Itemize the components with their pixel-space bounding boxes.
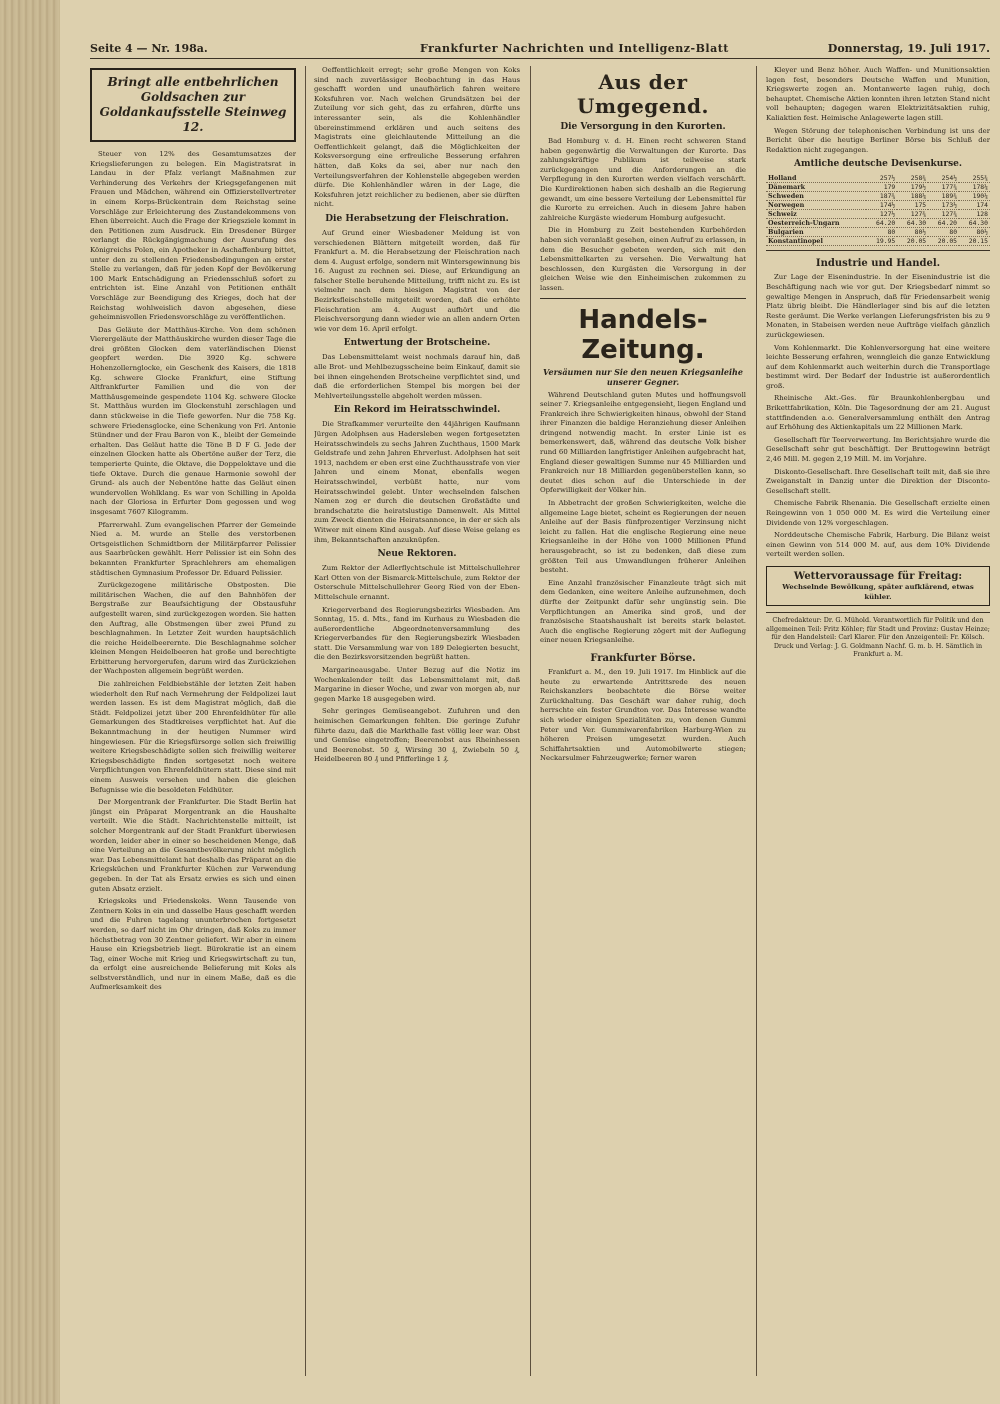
fx-rate: 257½ [866,174,897,183]
fx-country: Schweden [766,192,866,201]
masthead: Frankfurter Nachrichten und Intelligenz-Blatt [420,42,729,55]
fx-row [766,219,990,228]
fx-country: Konstantinopel [766,237,866,246]
imprint: Chefredakteur: Dr. G. Mühold. Verantwortlich für Politik und den allgemeinen Teil: Fritz Köhler; für Stadt und Provinz: Gustav Heinze; für den Handelsteil: Carl Klarer. Für den Anzeigenteil: Fr. Kölsch. Druck und Verlag: J. G. Goldmann Nachf. G. m. b. H. Sämtlich in Frankfurt a. M. [766,612,990,659]
article-heading: Ein Rekord im Heiratsschwindel. [333,405,501,416]
column-1 [90,66,296,1376]
fx-rate: 64.20 [866,219,897,228]
article-text: Wegen Störung der telephonischen Verbindung ist uns der Bericht über die heutige Berliner Börse bis Schluß der Redaktion nicht zugegangen. [766,126,990,154]
article-text: Zur Lage der Eisenindustrie. In der Eisenindustrie ist die Beschäftigung nach wie vor gut. Der Kriegsbedarf nimmt so gewaltige Mengen in Anspruch, daß für Friedensarbeit wenig Platz übrig bleibt. Die Händlerlager sind bis auf die letzten Reste geräumt. Die Werke verlangen Lieferungsfristen bis zu 9 Monaten, in Stabeisen werden neue Aufträge vielfach gänzlich zurückgewiesen. [766,273,990,339]
fx-rate: 173½ [928,201,959,210]
fx-row [766,174,990,183]
fx-row [766,183,990,192]
fx-rate: 64.30 [897,219,928,228]
article-text: Margarineausgabe. Unter Bezug auf die Notiz im Wochenkalender teilt das Lebensmittelamt mit, daß Margarine in dieser Woche, und zwar von morgen ab, nur gegen Marke 18 ausgegeben wird. [314,666,520,703]
fx-rate: 127¾ [928,210,959,219]
section-title-umgegend: Aus der Umgegend. [576,70,709,118]
column-rule [756,66,757,1376]
issue-date: Donnerstag, 19. Juli 1917. [827,42,990,55]
section-divider [766,250,990,251]
fx-row [766,201,990,210]
fx-row [766,237,990,246]
fx-country: Schweiz [766,210,866,219]
fx-rate: 19.95 [866,237,897,246]
fx-table-title: Amtliche deutsche Devisenkurse. [793,159,963,170]
article-text: Eine Anzahl französischer Finanzleute trägt sich mit dem Gedanken, eine weitere Anleihe aufzunehmen, doch dürfte der Zeitpunkt dafür sehr ungünstig sein. Die Verpflichtungen an Amerika sind groß, und der französische Staatshaushalt ist bereits stark belastet. Auch die englische Regierung zögert mit der Auflegung einer neuen Kriegsanleihe. [540,578,746,645]
article-text: Die zahlreichen Feldbiebstähle der letzten Zeit haben wiederholt den Ruf nach Vermehrung der Feldpolizei laut werden lassen. Es ist dem Magistrat möglich, daß die Städt. Feldpolizei jetzt über 200 Ehrenfeldhüter für alle Gemarkungen des Stadtkreises verpflichtet hat. Auf die Bekanntmachung in der heutigen Nummer wird hingewiesen. Für die Kriegsfürsorge sollen sich freiwillig weitere Kriegsbeschädigte sollen sich freiwillig weiterer Kriegsbeschädigte finden sortgesetzt noch weitere Verpflichtungen von Ehrenfeldhütern statt. Diese sind mit einem Ausweis versehen und haben die gleichen Befugnisse wie die besoldeten Feldhüter. [90,680,296,794]
article-text: Der Morgentrank der Frankfurter. Die Stadt Berlin hat jüngst ein Präparat Morgentrank an die Haushalte verteilt. Wie die Städt. Nachrichtenstelle mitteilt, ist solcher Morgentrank auf der Stadt Frankfurt überwiesen worden, leider aber in einer so bescheidenen Menge, daß eine Verteilung an die Gesamtbevölkerung nicht möglich war. Das Lebensmittelamt hat deshalb das Präparat an die Kriegsküchen und Frankfurter Küchen zur Verwendung gegeben. In der Tat als Ersatz erwies es sich und einen guten Absatz erzielt. [90,798,296,893]
article-text: Die in Homburg zu Zeit bestehenden Kurbehörden haben sich veranlaßt gesehen, einen Aufruf zu erlassen, in dem die Besucher gebeten werden, sich mit den Lebensmittelkarten zu versehen. Die Verwaltung hat beschlossen, den Kurgästen die Versorgung in der gleichen Weise wie den Einheimischen zukommen zu lassen. [540,226,746,292]
article-text: Das Geläute der Matthäus-Kirche. Von dem schönen Vierergeläute der Matthäuskirche wurden dieser Tage die drei größten Glocken dem vaterländischen Dienst geopfert werden. Die 3920 Kg. schwere Hohenzollernglocke, ein Geschenk des Kaisers, die 1818 Kg. schwere Glocke Frankfurt, eine Stiftung Altfrankfurter Familien und die von der Matthäusgemeinde gespendete 1104 Kg. schwere Glocke St. Matthäus wurden im Glockenstuhl zerschlagen und dann stückweise in die Tiefe geworfen. Nur die 758 Kg. schwere Friedensglocke, eine Schenkung von Frl. Antonie Stündner und der Frau Baron von K., bleibt der Gemeinde erhalten. Das Geläut hatte die Töne B D F G. Jede der einzelnen Glocken hatte als Obertöne außer der Terz, die temperierte Quinte, die Oktave, die Doppeloktave und die tiefe Oktave. Durch die genaue Harmonie sowohl der Grund- als auch der Nebentöne hatte das Geläut einen wundervollen Wohlklang. Es war von Schilling in Apolda nach der Gloriosa in Erfurter Dom gegossen und wog insgesamt 7607 Kilogramm. [90,325,296,516]
article-heading: Entwertung der Brotscheine. [343,338,491,349]
weather-text: Wechselnde Bewölkung, später aufklärend, etwas kühler. [782,582,974,601]
section-heading-industrie: Industrie und Handel. [815,258,941,270]
fx-row [766,192,990,201]
article-text: Während Deutschland guten Mutes und hoffnungsvoll seiner 7. Kriegsanleihe entgegensieht, liegen England und Frankreich ihre Schwierigkeiten hinaus, obwohl der Stand ihrer Finanzen die baldige Heranziehung dieser Anleihen dringend notwendig macht. In erster Linie ist es bemerkenswert, daß, während das deutsche Volk bisher rund 60 Milliarden langfristiger Anleihen aufgebracht hat, England dieser gewaltigen Summe nur 45 Milliarden und Frankreich nur 18 Milliarden gegenüberstellen kann, so deutet dies schon auf die Unterschiede in der Opferwilligkeit der Völker hin. [540,390,746,495]
fx-rate: 80½ [959,228,990,237]
article-text: Norddeutsche Chemische Fabrik, Harburg. Die Bilanz weist einen Gewinn von 514 000 M. auf, aus dem 10% Dividende verteilt werden sollen. [766,531,990,559]
article-text: Rheinische Akt.-Ges. für Braunkohlenbergbau und Brikettfabrikation, Köln. Die Tagesordnung der am 21. August stattfindenden a.o. Generalversammlung enthält den Antrag auf Erhöhung des Aktienkapitals um 22 Millionen Mark. [766,394,990,432]
fx-rate: 175 [897,201,928,210]
column-3 [540,66,746,1376]
book-binding [0,0,61,1404]
article-text: Bad Homburg v. d. H. Einen recht schweren Stand haben gegenwärtig die Verwaltungen der Kurorte. Das zahlungskräftige Publikum ist teilweise stark zurückgegangen und die Anforderungen an die Verpflegung in den Kurorten werden vielfach verschärft. Die Kurdirektionen haben sich deshalb an die Regierung gewandt, um eine bessere Verteilung der Lebensmittel für die Kurorte zu erreichen. Auch in diesem Jahre haben zahlreiche Kurgäste wiederum Homburg aufgesucht. [540,137,746,222]
fx-rate: 255¾ [959,174,990,183]
section-subtitle: Versäumen nur Sie den neuen Kriegsanleihe unserer Gegner. [543,366,743,387]
fx-country: Dänemark [766,183,866,192]
article-heading: Die Versorgung in den Kurorten. [560,122,726,132]
article-text: Auf Grund einer Wiesbadener Meldung ist von verschiedenen Blättern mitgeteilt worden, daß für Frankfurt a. M. die Herabsetzung der Fleischration nach dem 4. August erfolge, sondern mit Wintersgewinnung bis 16. August zu rechnen sei. Diese, auf Erkundigung an falscher Stelle beruhende Mitteilung, trifft nicht zu. Es ist vielmehr nach dem hiesigen Magistrat von der Bezirksfleischstelle mitgeteilt worden, daß die erhöhte Fleischration am 4. August aufhört und die Fleischversorgung dann wieder wie an allen andern Orten wie vor dem 16. April erfolgt. [314,228,520,333]
column-2 [314,66,520,1376]
fx-rate: 128 [959,210,990,219]
article-text: Kleyer und Benz höher. Auch Waffen- und Munitionsaktien lagen fest, besonders Deutsche Waffen und Munition, Kriegswerte zogen an. Montanwerte lagen ruhig, doch behauptet. Chemische Aktien konnten ihren letzten Stand nicht voll behaupten; dagegen waren Elektrizitätsaktien ruhig, Kaliaktien fest. Heimische Anlagewerte lagen still. [766,66,990,122]
fx-rate: 20.15 [959,237,990,246]
fx-rate: 179½ [897,183,928,192]
article-text: Die Strafkammer verurteilte den 44jährigen Kaufmann Jürgen Adolphsen aus Hadersleben wegen fortgesetzten Heiratsschwindels zu sechs Jahren Zuchthaus, 1500 Mark Geldstrafe und zehn Jahren Ehrverlust. Adolphsen hat seit 1913, nachdem er eben erst eine Zuchthausstrafe von vier Jahren und einem Monat, ebenfalls wegen Heiratsschwindel, verbüßt hatte, nur vom Heiratsschwindel gelebt. Unter wechselnden falschen Namen zog er durch die deutschen Großstädte und brandschatzte die heiratslustige Damenwelt. Als Mittel zum Zweck dienten die Heiratsannonce, in der er sich als Witwer mit einem Kind ausgab. Auf diese Weise gelang es ihm, Bekanntschaften anzuknüpfen. [314,420,520,544]
article-text: Das Lebensmittelamt weist nochmals darauf hin, daß alle Brot- und Mehlbezugsscheine beim Einkauf, damit sie bei ihnen eingehenden Brotscheine verpflichtet sind, und daß die erforderlichen Stempel bis morgen bei der Mehlverteilungsstelle abgeholt werden müssen. [314,353,520,400]
article-text: Diskonto-Gesellschaft. Ihre Gesellschaft teilt mit, daß sie ihre Zweiganstalt in Danzig unter die Direktion der Disconto-Gesellschaft stellt. [766,467,990,495]
fx-rate: 187¾ [866,192,897,201]
fx-rate: 188¼ [897,192,928,201]
section-heading-boerse: Frankfurter Börse. [590,652,696,664]
gold-ad-box: Bringt alle entbehrlichen Goldsachen zur Goldankaufsstelle Steinweg 12. [90,68,296,142]
fx-rate: 254½ [928,174,959,183]
fx-rate: 80 [928,228,959,237]
page-header [90,40,990,59]
article-text: Frankfurt a. M., den 19. Juli 1917. Im Hinblick auf die heute zu erwartende Antrittsrede des neuen Reichskanzlers beobachtete die Börse weiter Zurückhaltung. Das Geschäft war daher ruhig, doch herrschte ein fester Grundton vor. Das Interesse wandte sich wieder einigen Spezialitäten zu, von denen Gummi Peter und Ver. Gummiwarenfabriken Harburg-Wien zu höheren Preisen umgesetzt wurden. Auch Schiffahrtsaktien und Automobilwerte stiegen; Neckarsulmer Fahrzeugwerke; ferner waren [540,667,746,763]
fx-rate: 127½ [866,210,897,219]
fx-rate: 64.30 [959,219,990,228]
fx-rates-table [766,174,990,246]
fx-rate: 258¾ [897,174,928,183]
fx-rate: 178¼ [959,183,990,192]
article-text: Chemische Fabrik Rhenania. Die Gesellschaft erzielte einen Reingewinn von 1 050 000 M. Es wird die Verteilung einer Dividende von 12% vorgeschlagen. [766,499,990,527]
page-number: Seite 4 — Nr. 198a. [90,42,208,55]
article-text: Zum Rektor der Adlerflychtschule ist Mittelschullehrer Karl Otten von der Bismarck-Mittelschule, zum Rektor der Osterschule Mittelschullehrer Georg Ried von der Eben-Mittelschule ernannt. [314,564,520,601]
weather-title: Wettervoraussage für Freitag: [793,570,963,582]
fx-rate: 174 [959,201,990,210]
article-text: Oeffentlichkeit erregt; sehr große Mengen von Koks sind nach zuverlässiger Beobachtung in das Haus geschafft worden und unaufhörlich fahren weitere Koksfuhren vor. Nach welchen Grundsätzen bei der Zuteilung vor sich geht, das zu erfahren, dürfte uns interessanter sein, als die Kohlenhändler übereinstimmend erklären und auch seitens des Magistrats eine gleichlautende Mitteilung an die Oeffentlichkeit gelangt, daß die Möglichkeiten der Koksversorgung eine erfreuliche Besserung erfahren hätten, daß Koks da sei, aber nur nach den Verteilungsverfahren der Kohlenstelle abgegeben werden dürfe. Die Kohlenhändler wären in der Lage, die Koksfuhren jetzt reichlicher zu bedienen, aber sie dürften nicht. [314,66,520,209]
fx-rate: 177¾ [928,183,959,192]
article-text: Gesellschaft für Teerverwertung. Im Berichtsjahre wurde die Gesellschaft sehr gut beschäftigt. Der Bruttogewinn beträgt 2,46 Mill. M. gegen 2,19 Mill. M. im Vorjahre. [766,435,990,464]
fx-row [766,210,990,219]
fx-country: Norwegen [766,201,866,210]
column-rule [530,66,531,1376]
article-heading: Neue Rektoren. [377,549,457,560]
section-title-handelszeitung: Handels-Zeitung. [578,304,708,365]
fx-rate: 174½ [866,201,897,210]
column-rule [305,66,306,1376]
article-text: Sehr geringes Gemüseangebot. Zufuhren und den heimischen Gemarkungen fehlten. Die geringe Zufuhr führte dazu, daß die Markthalle fast völlig leer war. Obst und Gemüse eingetroffen; Beerenobst aus Rheinhessen und Beerenobst. 50 ₰, Wirsing 30 ₰, Zwiebeln 50 ₰, Heidelbeeren 80 ₰ und Pfifferlinge 1 ₰. [314,707,520,764]
fx-rate: 64.20 [928,219,959,228]
article-text: Zurückgezogene militärische Obstposten. Die militärischen Wachen, die auf den Bahnhöfen der Bergstraße zur Beaufsichtigung der Obstausfuhr aufgestellt waren, sind zurückgezogen worden. Sie hatten den Auftrag, alle Obstmengen über zwei Pfund zu beschlagnahmen. In Letzter Zeit wurden hauptsächlich die reiche Heidelbeerernte. Die Beschlagnahme solcher kleinen Mengen Heidelbeeren hat große und berechtigte Erbitterung hervorgerufen, darum wird das Zurückziehen der Wachposten allgemein begrüßt werden. [90,581,296,676]
article-text: Kriegskoks und Friedenskoks. Wenn Tausende von Zentnern Koks in ein und dasselbe Haus geschafft werden und die Fuhren tagelang ununterbrochen fortgesetzt werden, so darf nicht im Ohr dringen, daß Koks zu immer höchstbetrag von 30 Zentner geliefert. Wir aber in einem Hause ein Kriegsbetrieb liegt. Bürokratie ist an einem Tag, einer Woche mit Krieg und Kriegswirtschaft zu tun, da erfolgt eine ausreichende Belieferung mit Koks als selbstverständlich, und nur in einem Maße, daß es die Aufmerksamkeit des [90,897,296,992]
article-heading: Die Herabsetzung der Fleischration. [325,213,509,224]
fx-country: Oesterreich-Ungarn [766,219,866,228]
newspaper-sheet [60,0,1000,1404]
weather-forecast-box [766,566,990,606]
article-text: Kriegerverband des Regierungsbezirks Wiesbaden. Am Sonntag, 15. d. Mts., fand im Kurhaus zu Wiesbaden die außerordentliche Abgeordnetenversammlung des Kriegerverbandes für den Regierungsbezirk Wiesbaden statt. Die Versammlung war von 189 Delegierten besucht, die den Bezirksvorsitzenden begrüßt hatten. [314,605,520,662]
column-4 [766,66,990,1376]
article-text: In Abbetracht der großen Schwierigkeiten, welche die allgemeine Lage bietet, scheint es Regierungen der neuen Anleihe auf der Basis fünfprozentiger Verzinsung nicht leicht zu fallen. Hat die englische Regierung eine neue Kriegsanleihe in der Höhe von 1000 Millionen Pfund herausgebracht, so ist zu bedenken, daß diese zum größten Teil aus Umwandlungen früherer Anleihen besteht. [540,499,746,575]
fx-rate: 80 [866,228,897,237]
fx-row [766,228,990,237]
article-text: Pfarrerwahl. Zum evangelischen Pfarrer der Gemeinde Nied a. M. wurde an Stelle des verstorbenen Ortsgeistlichen Schmidtborn der Militärpfarrer Pelissier aus Saarbrücken gewählt. Herr Pelissier ist ein Sohn des bekannten Frankfurter Sprachlehrers am ehemaligen städtischen Gymnasium Professor Dr. Eduard Pelissier. [90,520,296,577]
fx-rate: 20.05 [928,237,959,246]
fx-country: Holland [766,174,866,183]
fx-rate: 179 [866,183,897,192]
article-text: Steuer von 12% des Gesamtumsatzes der Kriegslieferungen zu belegen. Ein Magistratsrat in Landau in der Pfalz verlangt Maßnahmen zur Verhinderung des Verkehrs der Kriegsgefangenen mit Frauen und Mädchen, während ein Offizierstellvertreter in einem Korps-Brückentrain dem Reichstag seine Vorschläge zur Erleichterung des Zustandekommens von Ehen überreicht. Auch die Frage der Kriegsziele kommt in den Petitionen zum Ausdruck. Ein Dresdener Bürger verlangt die Rückgängigmachung der Ausrufung des Königreichs Polen, ein Apotheker in Aschaffenburg bittet, unter den zu stellenden Friedensbedingungen an erster Stelle zu verlangen, daß für jeden Kopf der Bevölkerung 100 Mark Entschädigung an Friedensschluß sofort zu entrichten ist. Eine Anzahl von Petitionen enthält Vorschläge zur Beendigung des Krieges, doch hat der Reichstag wohlweislich davon abgesehen, diese geheimnisvollen Friedensvorschläge zu veröffentlichen. [90,150,296,322]
fx-rate: 20.05 [897,237,928,246]
fx-country: Bulgarien [766,228,866,237]
section-divider [540,298,746,299]
article-text: Vom Kohlenmarkt. Die Kohlenversorgung hat eine weitere leichte Besserung erfahren, wenngleich die ganze Entwicklung auf dem Kohlenmarkt auch weiterhin durch die Transportlage bestimmt wird. Der Bedarf der Industrie ist außerordentlich groß. [766,343,990,390]
fx-rate: 127¾ [897,210,928,219]
fx-rate: 80½ [897,228,928,237]
fx-rate: 189¾ [928,192,959,201]
fx-rate: 190¼ [959,192,990,201]
